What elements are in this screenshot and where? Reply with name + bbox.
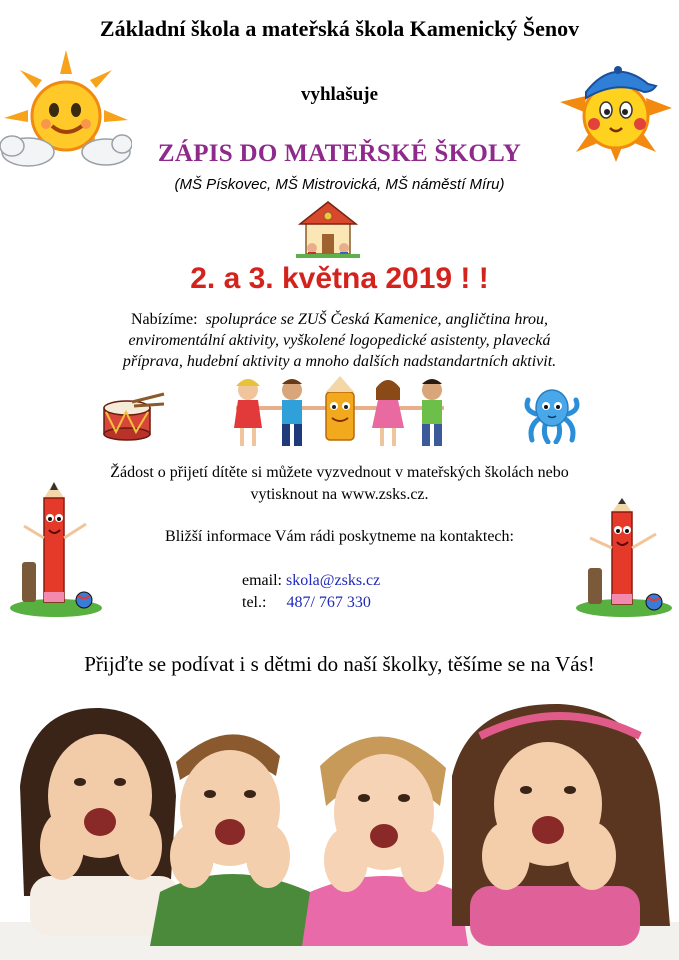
email-label: email:	[242, 572, 282, 589]
octopus-icon	[524, 386, 580, 444]
closing-invitation: Přijďte se podívat i s dětmi do naší školky, těšíme se na Vás!	[84, 652, 595, 676]
application-line-1: Žádost o přijetí dítěte si můžete vyzvednout v mateřských školách nebo	[110, 464, 569, 481]
pencil-character-right-icon	[572, 498, 676, 618]
pencil-character-left-icon	[6, 482, 106, 618]
offer-line-3: příprava, hudební aktivity a mnoho dalších nadstandartních aktivit.	[122, 353, 557, 370]
phone-value: 487/ 767 330	[286, 594, 371, 611]
kindergarten-house-icon	[296, 198, 360, 258]
announces-text: vyhlašuje	[300, 84, 379, 105]
school-name: Základní škola a mateřská škola Kamenický Šenov	[99, 16, 580, 41]
email-value[interactable]: skola@zsks.cz	[285, 572, 381, 589]
enrollment-date: 2. a 3. května 2019 ! !	[190, 262, 489, 295]
children-photo	[0, 696, 679, 960]
contacts-block	[242, 570, 380, 614]
branches-list: (MŠ Pískovec, MŠ Mistrovická, MŠ náměstí Míru)	[174, 176, 505, 193]
offer-line-1: spolupráce se ZUŠ Česká Kamenice, angličtina hrou,	[205, 311, 549, 328]
drum-icon	[98, 392, 166, 442]
phone-label: tel.:	[242, 594, 267, 611]
offer-label: Nabízíme:	[130, 311, 198, 328]
info-line: Bližší informace Vám rádi poskytneme na kontaktech:	[165, 528, 514, 545]
offer-line-2: enviromentální aktivity, vyškolené logopedické asistenty, plavecká	[128, 332, 551, 349]
offer-paragraph	[0, 309, 679, 372]
application-line-2: vytisknout na www.zsks.cz.	[250, 486, 429, 503]
children-holding-hands-icon	[226, 376, 454, 448]
headline: ZÁPIS DO MATEŘSKÉ ŠKOLY	[157, 140, 522, 167]
